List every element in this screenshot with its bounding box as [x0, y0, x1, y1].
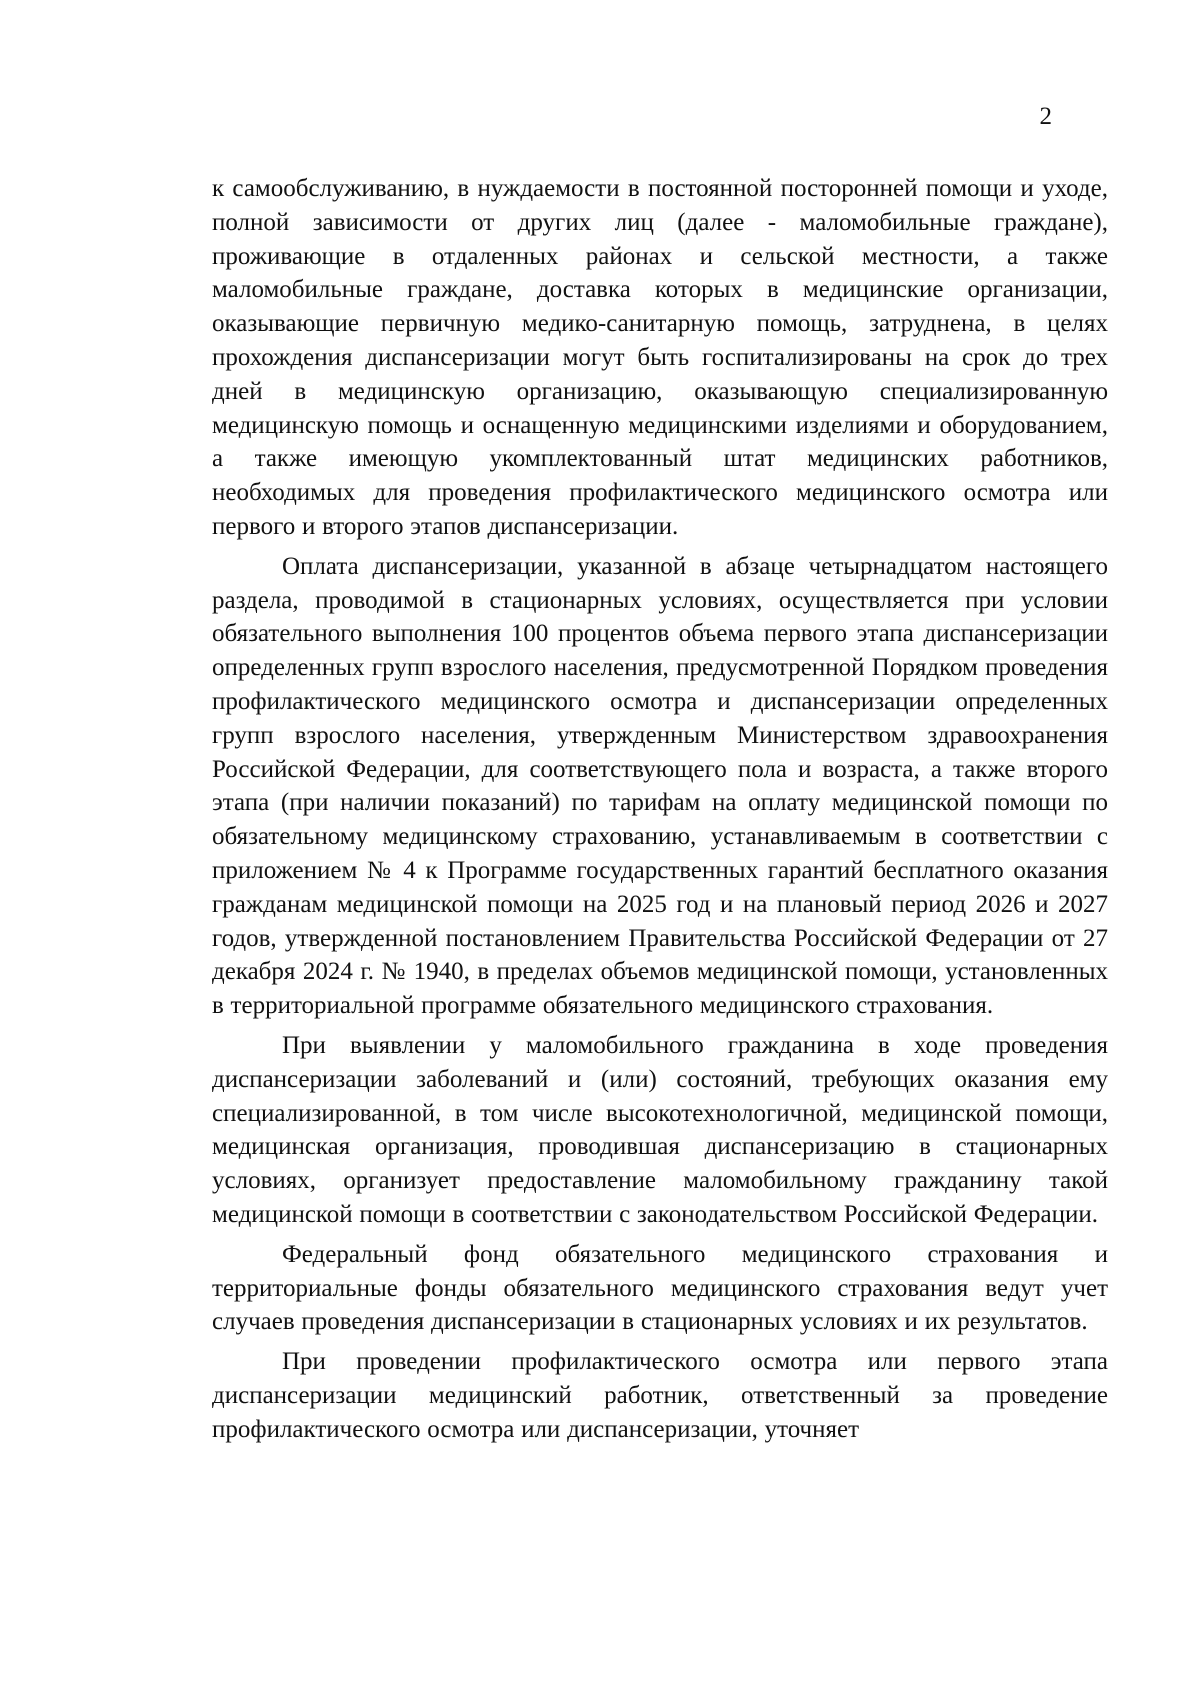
- paragraph-detection: При выявлении у маломобильного гражданина в ходе проведения диспансеризации заболеваний и (или) состояний, требующих оказания ему специализированной, в том числе высокотехнологичной, медицинской помощи, медицинская организация, проводившая диспансеризацию в стационарных условиях, организует предоставление маломобильному гражданину такой медицинской помощи в соответствии с законодательством Российской Федерации.: [212, 1031, 1108, 1228]
- paragraph-continuation: к самообслуживанию, в нуждаемости в постоянной посторонней помощи и уходе, полной зависимости от других лиц (далее - маломобильные граждане), проживающие в отдаленных районах и сельской местности, а также маломобильные граждане, доставка которых в медицинские организации, оказывающие первичную медико-санитарную помощь, затруднена, в целях прохождения диспансеризации могут быть госпитализированы на срок до трех дней в медицинскую организацию, оказывающую специализированную медицинскую помощь и оснащенную медицинскими изделиями и оборудованием, а также имеющую укомплектованный штат медицинских работников, необходимых для проведения профилактического медицинского осмотра или первого и второго этапов диспансеризации.: [212, 175, 1108, 540]
- paragraph-payment: Оплата диспансеризации, указанной в абзаце четырнадцатом настоящего раздела, проводимой в стационарных условиях, осуществляется при условии обязательного выполнения 100 процентов объема первого этапа диспансеризации определенных групп взрослого населения, предусмотренной Порядком проведения профилактического медицинского осмотра и диспансеризации определенных групп взрослого населения, утвержденным Министерством здравоохранения Российской Федерации, для соответствующего пола и возраста, а также второго этапа (при наличии показаний) по тарифам на оплату медицинской помощи по обязательному медицинскому страхованию, устанавливаемым в соответствии с приложением № 4 к Программе государственных гарантий бесплатного оказания гражданам медицинской помощи на 2025 год и на плановый период 2026 и 2027 годов, утвержденной постановлением Правительства Российской Федерации от 27 декабря 2024 г. № 1940, в пределах объемов медицинской помощи, установленных в территориальной программе обязательного медицинского страхования.: [212, 552, 1108, 1020]
- paragraph-preventive-exam: При проведении профилактического осмотра или первого этапа диспансеризации медицинский работник, ответственный за проведение профилактического осмотра или диспансеризации, уточняет: [212, 1348, 1108, 1443]
- paragraph-fund-accounting: Федеральный фонд обязательного медицинского страхования и территориальные фонды обязательного медицинского страхования ведут учет случаев проведения диспансеризации в стационарных условиях и их результатов.: [212, 1240, 1108, 1336]
- page-number: 2: [1039, 103, 1052, 130]
- document-body: [212, 172, 1108, 1446]
